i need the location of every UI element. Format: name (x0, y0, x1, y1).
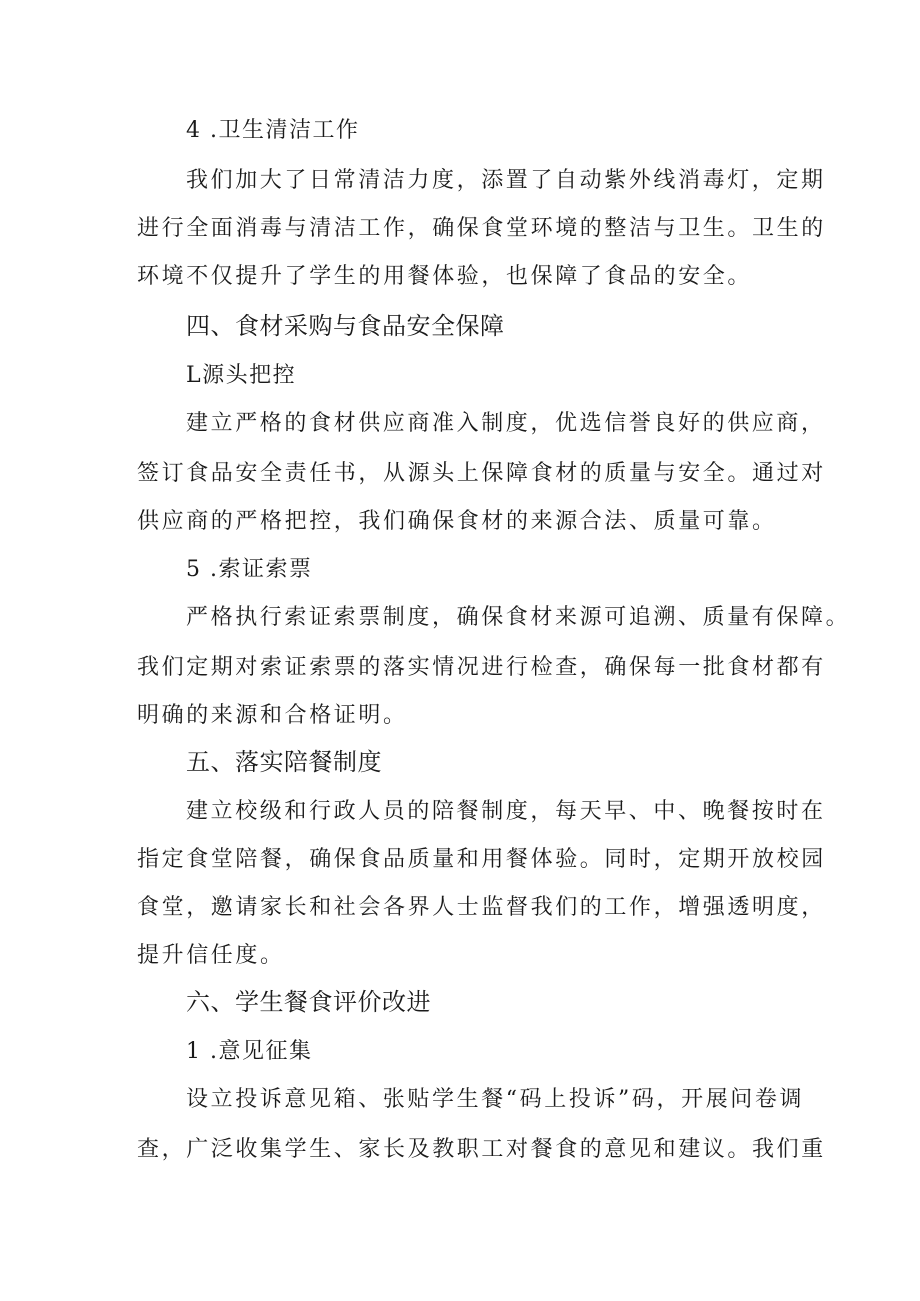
subsection-title-sanitation: 4 .卫生清洁工作 (186, 118, 360, 143)
paragraph-line: 提升信任度。 (137, 943, 285, 968)
paragraph-line: 建立严格的食材供应商准入制度，优选信誉良好的供应商， (186, 411, 826, 436)
paragraph-line: 我们定期对索证索票的落实情况进行检查，确保每一批食材都有 (137, 655, 826, 680)
paragraph-line: 环境不仅提升了学生的用餐体验，也保障了食品的安全。 (137, 264, 753, 289)
paragraph-line: 查，广泛收集学生、家长及教职工对餐食的意见和建议。我们重 (137, 1137, 826, 1162)
section-heading-procurement: 四、食材采购与食品安全保障 (186, 312, 505, 340)
subsection-title-feedback: 1 .意见征集 (186, 1039, 313, 1064)
paragraph-line: 设立投诉意见箱、张贴学生餐“码上投诉”码，开展问卷调 (186, 1087, 805, 1112)
paragraph-line: 签订食品安全责任书，从源头上保障食材的质量与安全。通过对 (137, 461, 826, 486)
paragraph-line: 供应商的严格把控，我们确保食材的来源合法、质量可靠。 (137, 509, 777, 534)
paragraph-line: 严格执行索证索票制度，确保食材来源可追溯、质量有保障。 (186, 605, 851, 630)
paragraph-line: 指定食堂陪餐，确保食品质量和用餐体验。同时，定期开放校园 (137, 847, 826, 872)
paragraph-line: 我们加大了日常清洁力度，添置了自动紫外线消毒灯，定期 (186, 168, 826, 193)
subsection-title-source-control: L源头把控 (186, 363, 297, 388)
paragraph-line: 明确的来源和合格证明。 (137, 703, 408, 728)
paragraph-line: 建立校级和行政人员的陪餐制度，每天早、中、晚餐按时在 (186, 799, 826, 824)
section-heading-evaluation: 六、学生餐食评价改进 (186, 988, 431, 1016)
subsection-title-certificates: 5 .索证索票 (186, 557, 313, 582)
paragraph-line: 食堂，邀请家长和社会各界人士监督我们的工作，增强透明度， (137, 895, 826, 920)
section-heading-accompany-meals: 五、落实陪餐制度 (186, 748, 382, 776)
paragraph-line: 进行全面消毒与清洁工作，确保食堂环境的整洁与卫生。卫生的 (137, 216, 826, 241)
